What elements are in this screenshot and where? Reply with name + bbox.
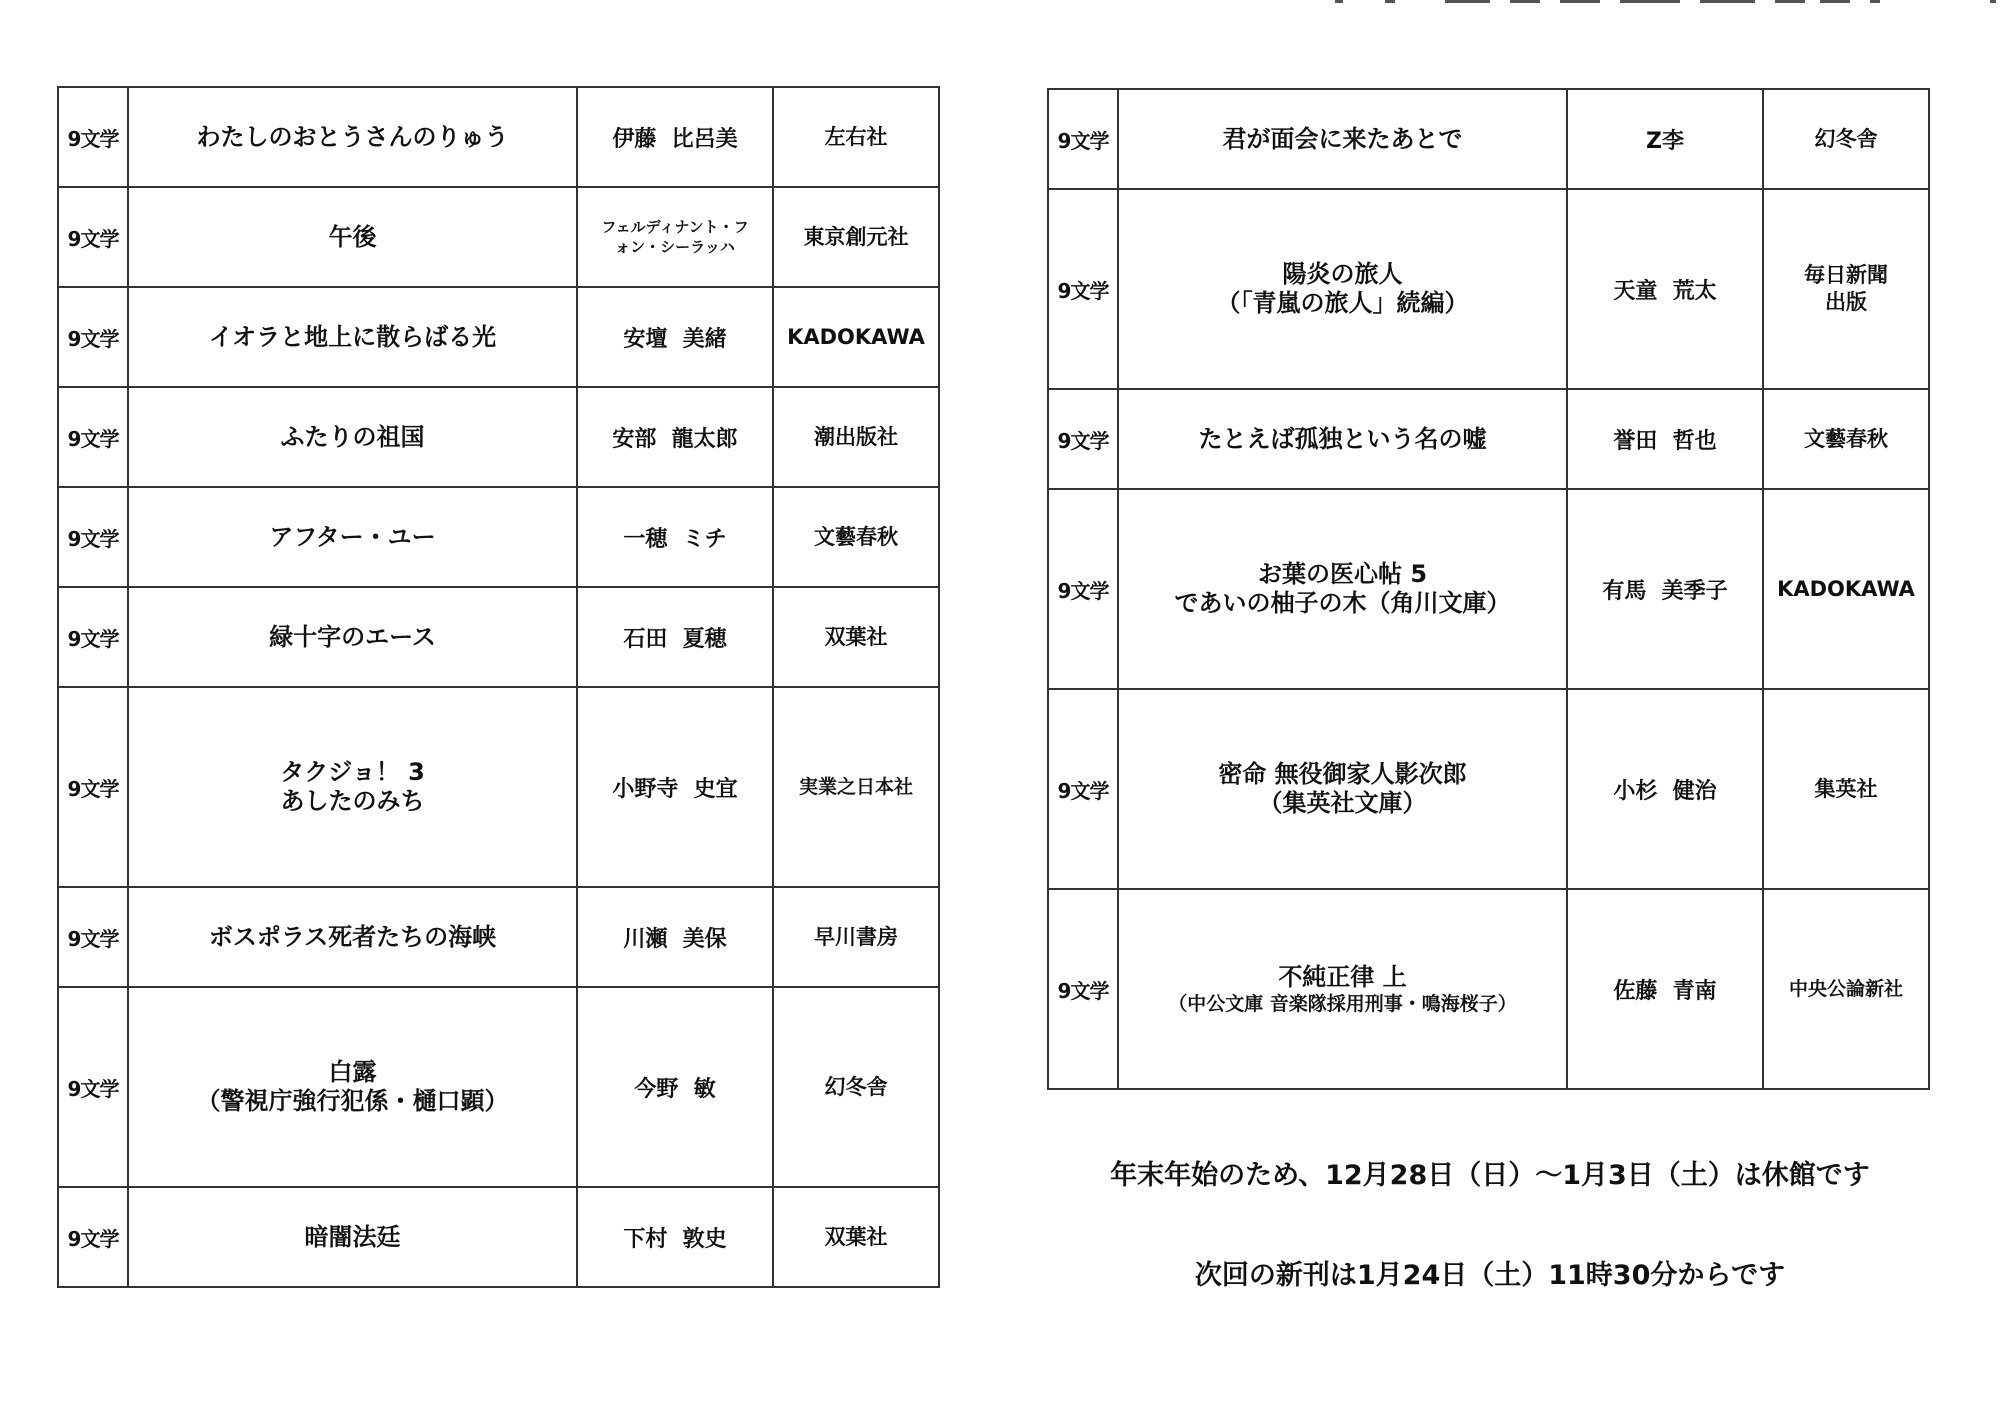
publisher-cell: 中央公論新社 (1763, 889, 1929, 1089)
author-cell: 佐藤 青南 (1567, 889, 1763, 1089)
right-book-table (1047, 88, 1930, 1090)
publisher-cell: 早川書房 (773, 887, 939, 987)
publisher-cell: 双葉社 (773, 587, 939, 687)
table-row (58, 187, 939, 287)
category-cell: 9文学 (58, 1187, 128, 1287)
title-text: 君が面会に来たあとで (1222, 124, 1463, 153)
subtitle-text: （集英社文庫） (1258, 789, 1427, 817)
author-cell: 石田 夏穂 (577, 587, 773, 687)
title-cell (128, 87, 577, 187)
author-cell: 小杉 健治 (1567, 689, 1763, 889)
next-release-notice: 次回の新刊は1月24日（土）11時30分からです (1194, 1260, 1786, 1291)
table-row (58, 687, 939, 887)
table-row (58, 487, 939, 587)
title-cell (128, 287, 577, 387)
table-row (1048, 389, 1929, 489)
scan-mark (1820, 0, 1850, 3)
title-text: 陽炎の旅人 (1282, 260, 1403, 288)
title-cell (128, 187, 577, 287)
author-cell: 安壇 美緒 (577, 287, 773, 387)
category-cell: 9文学 (1048, 89, 1118, 189)
title-text: 密命 無役御家人影次郎 (1218, 760, 1467, 788)
table-row (58, 87, 939, 187)
author-cell: 有馬 美季子 (1567, 489, 1763, 689)
publisher-cell: 幻冬舎 (1763, 89, 1929, 189)
title-cell (128, 887, 577, 987)
category-cell: 9文学 (58, 587, 128, 687)
table-row (58, 287, 939, 387)
table-row (1048, 489, 1929, 689)
scan-mark (1990, 0, 1996, 3)
publisher-cell: 集英社 (1763, 689, 1929, 889)
author-cell: 伊藤 比呂美 (577, 87, 773, 187)
title-text: たとえば孤独という名の嘘 (1198, 424, 1487, 453)
subtitle-text: あしたのみち (280, 787, 425, 815)
title-text: 緑十字のエース (269, 622, 436, 651)
title-cell (128, 487, 577, 587)
closure-notice: 年末年始のため、12月28日（日）～1月3日（土）は休館です (1110, 1160, 1870, 1191)
subtitle-text: （「青嵐の旅人」続編） (1216, 289, 1469, 317)
scan-mark (1775, 0, 1805, 3)
table-row (58, 587, 939, 687)
title-text: イオラと地上に散らばる光 (208, 322, 497, 351)
title-text: わたしのおとうさんのりゅう (196, 122, 509, 151)
title-text: アフター・ユー (269, 522, 436, 551)
author-cell: Z李 (1567, 89, 1763, 189)
publisher-cell: KADOKAWA (773, 287, 939, 387)
publisher-cell: 潮出版社 (773, 387, 939, 487)
scan-mark (1700, 0, 1755, 3)
publisher-cell: 東京創元社 (773, 187, 939, 287)
publisher-cell: 実業之日本社 (773, 687, 939, 887)
category-cell: 9文学 (58, 287, 128, 387)
publisher-cell: KADOKAWA (1763, 489, 1929, 689)
table-row (1048, 689, 1929, 889)
category-cell: 9文学 (58, 187, 128, 287)
title-cell (128, 687, 577, 887)
author-cell: フェルディナント・フォン・シーラッハ (577, 187, 773, 287)
category-cell: 9文学 (58, 87, 128, 187)
title-cell (128, 1187, 577, 1287)
table-row (58, 887, 939, 987)
title-text: お葉の医心帖 5 (1257, 560, 1428, 588)
title-cell (128, 987, 577, 1187)
title-text: 午後 (328, 222, 377, 251)
title-cell (1118, 489, 1567, 689)
category-cell: 9文学 (58, 387, 128, 487)
table-row (1048, 89, 1929, 189)
category-cell: 9文学 (58, 687, 128, 887)
publisher-text-line2: 出版 (1825, 290, 1867, 314)
table-row (1048, 189, 1929, 389)
title-cell (1118, 189, 1567, 389)
title-cell (1118, 389, 1567, 489)
subtitle-text: であいの柚子の木（角川文庫） (1174, 589, 1511, 617)
title-text: ボスポラス死者たちの海峡 (208, 922, 497, 951)
author-cell: 安部 龍太郎 (577, 387, 773, 487)
table-row (1048, 889, 1929, 1089)
scan-mark (1560, 0, 1600, 3)
title-text: 暗闇法廷 (304, 1222, 401, 1251)
scan-mark (1510, 0, 1540, 3)
author-cell: 下村 敦史 (577, 1187, 773, 1287)
title-cell (1118, 889, 1567, 1089)
publisher-cell: 幻冬舎 (773, 987, 939, 1187)
scan-mark (1620, 0, 1680, 3)
scan-mark (1870, 0, 1880, 3)
category-cell: 9文学 (1048, 889, 1118, 1089)
author-cell: 今野 敏 (577, 987, 773, 1187)
left-book-table (57, 86, 940, 1288)
author-cell: 一穂 ミチ (577, 487, 773, 587)
scan-mark (1445, 0, 1490, 3)
author-cell: 誉田 哲也 (1567, 389, 1763, 489)
category-cell: 9文学 (1048, 189, 1118, 389)
subtitle-text: （警視庁強行犯係・樋口顕） (196, 1087, 509, 1115)
author-cell: 小野寺 史宜 (577, 687, 773, 887)
title-text: ふたりの祖国 (280, 422, 425, 451)
category-cell: 9文学 (58, 487, 128, 587)
category-cell: 9文学 (1048, 689, 1118, 889)
title-cell (1118, 89, 1567, 189)
category-cell: 9文学 (1048, 489, 1118, 689)
table-row (58, 987, 939, 1187)
publisher-cell: 双葉社 (773, 1187, 939, 1287)
subtitle-text: （中公文庫 音楽隊採用刑事・鳴海桜子） (1168, 992, 1517, 1015)
publisher-cell (1763, 189, 1929, 389)
category-cell: 9文学 (1048, 389, 1118, 489)
title-cell (128, 587, 577, 687)
title-cell (128, 387, 577, 487)
category-cell: 9文学 (58, 887, 128, 987)
title-text: タクジョ！ 3 (280, 758, 425, 786)
table-row (58, 1187, 939, 1287)
publisher-cell: 文藝春秋 (773, 487, 939, 587)
publisher-cell: 左右社 (773, 87, 939, 187)
title-text: 白露 (328, 1058, 377, 1086)
author-cell: 川瀬 美保 (577, 887, 773, 987)
scan-mark (1335, 0, 1343, 3)
author-cell: 天童 荒太 (1567, 189, 1763, 389)
scan-mark (1385, 0, 1395, 3)
title-text: 不純正律 上 (1278, 962, 1407, 991)
table-row (58, 387, 939, 487)
category-cell: 9文学 (58, 987, 128, 1187)
title-cell (1118, 689, 1567, 889)
publisher-cell: 文藝春秋 (1763, 389, 1929, 489)
publisher-text: 毎日新聞 (1804, 263, 1888, 287)
